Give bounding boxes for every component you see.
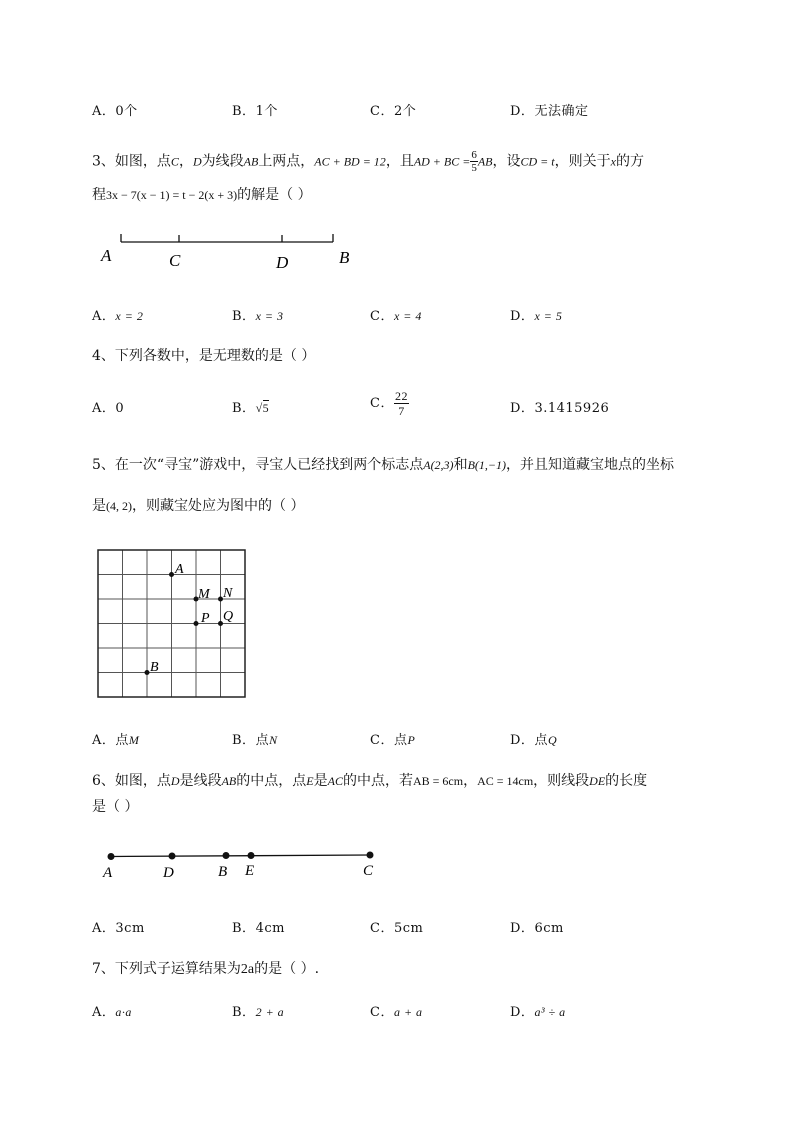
q3-option-c: C．x = 4 (370, 309, 422, 324)
q4-option-d: D．3.1415926 (510, 401, 610, 416)
q4-text: 4、下列各数中，是无理数的是（ ） (92, 348, 316, 364)
q6-point-c (367, 852, 374, 859)
q6-point-b (223, 852, 230, 859)
q7-text: 7、下列式子运算结果为2a的是（ ）. (92, 961, 320, 977)
q6-line-2: 是（ ） (92, 799, 139, 815)
q6-option-a: A．3cm (92, 921, 145, 936)
q5-option-d: D．点Q (510, 733, 558, 748)
point-b (145, 670, 150, 675)
q6-label-a: A (103, 865, 113, 881)
label-m: M (198, 587, 210, 602)
q5-option-a: A．点M (92, 733, 140, 748)
q5-grid-figure (96, 549, 248, 701)
point-p (194, 621, 199, 626)
q6-option-b: B．4cm (232, 921, 285, 936)
q3-option-a: A．x = 2 (92, 309, 144, 324)
q5-line-2: 是(4, 2)，则藏宝处应为图中的（ ） (92, 498, 305, 514)
label-q: Q (223, 609, 234, 624)
q5-option-b: B．点N (232, 733, 278, 748)
q2-option-c: C．2个 (370, 104, 417, 119)
q2-option-a: A．0个 (92, 104, 138, 119)
q2-option-d: D．无法确定 (510, 104, 589, 119)
q4-option-c: C． $\frac{22}{7}$ (370, 389, 408, 418)
q6-label-e: E (245, 863, 255, 879)
q3-label-a: A (101, 246, 112, 265)
q6-option-d: D．6cm (510, 921, 564, 936)
q6-line-1: 6、如图，点D是线段AB的中点，点E是AC的中点，若AB = 6cm，AC = 14cm，则线段DE的长度 (92, 773, 648, 789)
q3-label-d: D (276, 253, 289, 272)
q3-segment-figure (95, 228, 370, 274)
label-b: B (150, 660, 159, 675)
q7-option-b: B．2 + a (232, 1005, 285, 1020)
q4-option-a: A．0 (92, 401, 125, 416)
q6-point-a (108, 853, 115, 860)
q3-option-d: D．x = 5 (510, 309, 563, 324)
point-a (169, 572, 174, 577)
sqrt-symbol: √ (255, 401, 263, 415)
label-a: A (175, 562, 184, 577)
q2-option-b: B．1个 (232, 104, 278, 119)
q7-option-c: C．a + a (370, 1005, 423, 1020)
q3-line-1: 3、如图，点C，D为线段AB上两点，AC + BD = 12，且AD + BC = $\frac{6}{5}$ AB，设CD = t，则关于x的方 (92, 149, 644, 174)
q7-option-a: A．a·a (92, 1005, 132, 1020)
q5-option-c: C．点P (370, 733, 416, 748)
q6-label-b: B (218, 864, 228, 880)
q6-label-c: C (363, 863, 374, 879)
q3-line-2: 程3x − 7(x − 1) = t − 2(x + 3)的解是（ ） (92, 187, 312, 203)
q4-fraction: $\frac{22}{7}$ (394, 389, 408, 418)
label-p: P (201, 611, 210, 626)
q3-option-b: B．x = 3 (232, 309, 284, 324)
q6-segment-line (111, 855, 370, 857)
q3-fraction: $\frac{6}{5}$ (471, 149, 477, 174)
q3-label-c: C (169, 251, 181, 270)
sqrt-radicand: 5 (262, 401, 270, 415)
q4-option-b: B．√5 (232, 401, 270, 416)
q6-point-e (248, 852, 255, 859)
q6-label-d: D (163, 865, 174, 881)
q5-line-1: 5、在一次“寻宝”游戏中，寻宝人已经找到两个标志点A(2,3)和B(1,−1)，并且知道藏宝地点的坐标 (92, 457, 674, 473)
q7-option-d: D．a³ ÷ a (510, 1005, 566, 1020)
q6-point-d (169, 853, 176, 860)
q6-segment-figure (96, 843, 386, 885)
q3-label-b: B (339, 248, 350, 267)
label-n: N (223, 586, 233, 601)
q6-option-c: C．5cm (370, 921, 424, 936)
